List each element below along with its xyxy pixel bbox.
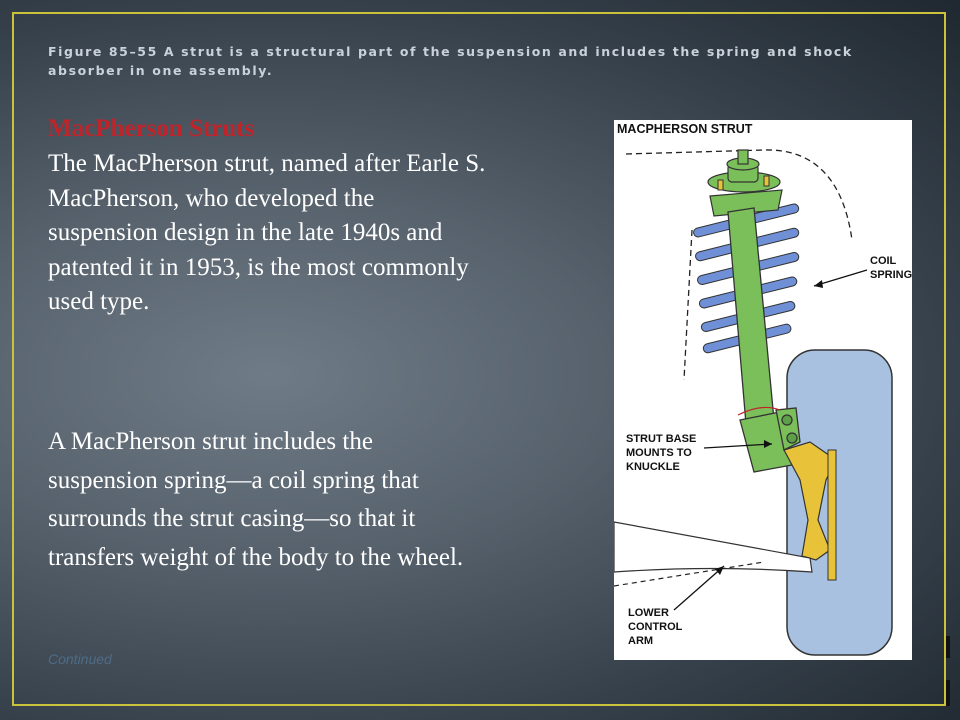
diagram-title: MACPHERSON STRUT xyxy=(617,122,753,136)
paragraph-spring: A MacPherson strut includes the suspension spring—a coil spring that surrounds the strut casing—so that it transfers weight of the body to the wheel. xyxy=(48,428,464,571)
paragraph-intro: The MacPherson strut, named after Earle S. MacPherson, who developed the suspension design in the late 1940s and patented it in 1953, is the most commonly used type. xyxy=(48,150,486,315)
body-outline-inner xyxy=(684,230,692,380)
label-base-3: KNUCKLE xyxy=(626,461,680,473)
strut-body xyxy=(728,208,800,472)
edge-mark-lower xyxy=(946,680,950,706)
coil-arrowhead xyxy=(814,280,823,288)
lower-control-arm xyxy=(614,522,812,572)
arm-pointer xyxy=(674,566,724,610)
continued-label: Continued xyxy=(48,651,112,667)
label-base-1: STRUT BASE xyxy=(626,433,697,445)
strut-illustration xyxy=(614,120,912,660)
label-coil-1: COIL xyxy=(870,255,897,267)
label-arm-1: LOWER xyxy=(628,607,669,619)
label-base-2: MOUNTS TO xyxy=(626,447,692,459)
label-arm-2: CONTROL xyxy=(628,621,683,633)
hub-flange xyxy=(828,450,836,580)
edge-mark-upper xyxy=(946,636,950,658)
macpherson-strut-diagram xyxy=(614,120,912,660)
wheel-tire xyxy=(787,350,892,655)
label-arm-3: ARM xyxy=(628,635,654,647)
figure-caption: Figure 85–55 A strut is a structural part of the suspension and includes the spring and shock absorber in one assembly. xyxy=(48,44,853,78)
label-coil-2: SPRING xyxy=(870,269,912,281)
section-heading: MacPherson Struts xyxy=(48,115,255,142)
